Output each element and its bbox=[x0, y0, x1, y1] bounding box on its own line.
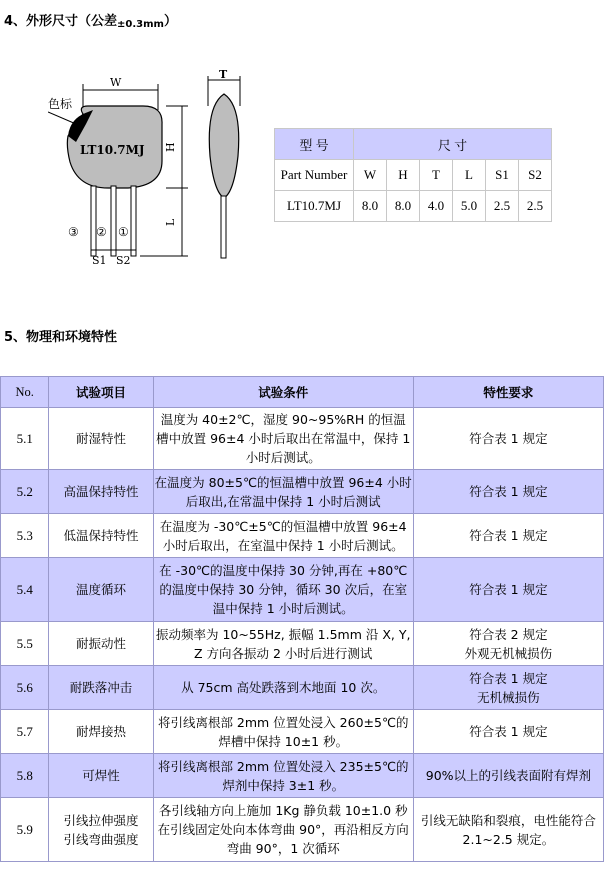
model-header: 型 号 bbox=[275, 129, 354, 160]
row-condition: 温度为 40±2℃，湿度 90~95%RH 的恒温槽中放置 96±4 小时后取出在常温中，保持 1 小时后测试。 bbox=[153, 408, 413, 470]
row-no: 5.2 bbox=[1, 470, 49, 514]
dim-h-label: H bbox=[164, 142, 177, 152]
lead-3 bbox=[91, 186, 96, 256]
row-condition: 在 -30℃的温度中保持 30 分钟,再在 +80℃的温度中保持 30 分钟，循环 30 次后，在室温中保持 1 小时后测试。 bbox=[153, 558, 413, 622]
row-requirement: 符合表 1 规定 bbox=[413, 710, 603, 754]
lead-1 bbox=[131, 186, 136, 256]
row-requirement bbox=[413, 666, 603, 710]
row-requirement: 符合表 1 规定 bbox=[413, 408, 603, 470]
requirement-line-2: 无机械损伤 bbox=[477, 689, 540, 705]
row-no: 5.1 bbox=[1, 408, 49, 470]
cell-t: 4.0 bbox=[420, 191, 453, 222]
pin-3-label: ③ bbox=[68, 225, 79, 239]
row-no: 5.5 bbox=[1, 622, 49, 666]
row-condition: 将引线离根部 2mm 位置处浸入 260±5℃的焊槽中保持 10±1 秒。 bbox=[153, 710, 413, 754]
header-no: No. bbox=[1, 377, 49, 408]
requirement-line-1: 符合表 1 规定 bbox=[469, 670, 548, 686]
component-outline-drawing bbox=[48, 66, 258, 276]
item-line-2: 引线弯曲强度 bbox=[63, 831, 139, 847]
row-requirement: 引线无缺陷和裂痕，电性能符合 2.1~2.5 规定。 bbox=[413, 798, 603, 862]
row-condition: 振动频率为 10~55Hz, 振幅 1.5mm 沿 X, Y, Z 方向各振动 2 小时后进行测试 bbox=[153, 622, 413, 666]
color-mark-leader bbox=[48, 112, 76, 124]
row-item: 低温保持特性 bbox=[49, 514, 153, 558]
row-condition: 将引线离根部 2mm 位置处浸入 235±5℃的焊剂中保持 3±1 秒。 bbox=[153, 754, 413, 798]
cell-h: 8.0 bbox=[387, 191, 420, 222]
row-requirement bbox=[413, 622, 603, 666]
side-view-body bbox=[209, 94, 238, 198]
lead-2 bbox=[111, 186, 116, 256]
dim-s2-label: S2 bbox=[116, 254, 131, 267]
cell-s1: 2.5 bbox=[486, 191, 519, 222]
row-no: 5.8 bbox=[1, 754, 49, 798]
row-item: 耐湿特性 bbox=[49, 408, 153, 470]
col-part-number: Part Number bbox=[275, 160, 354, 191]
row-requirement: 90%以上的引线表面附有焊剂 bbox=[413, 754, 603, 798]
row-no: 5.3 bbox=[1, 514, 49, 558]
row-requirement: 符合表 1 规定 bbox=[413, 514, 603, 558]
row-item: 耐振动性 bbox=[49, 622, 153, 666]
row-condition: 在温度为 80±5℃的恒温槽中放置 96±4 小时后取出,在常温中保持 1 小时后测试 bbox=[153, 470, 413, 514]
side-view-lead bbox=[221, 196, 226, 258]
size-header: 尺 寸 bbox=[354, 129, 552, 160]
dim-s1-label: S1 bbox=[92, 254, 107, 267]
row-item: 高温保持特性 bbox=[49, 470, 153, 514]
row-requirement: 符合表 1 规定 bbox=[413, 470, 603, 514]
row-requirement: 符合表 1 规定 bbox=[413, 558, 603, 622]
row-item: 温度循环 bbox=[49, 558, 153, 622]
requirement-line-1: 符合表 2 规定 bbox=[469, 626, 548, 642]
dim-t-label: T bbox=[219, 68, 228, 81]
cell-part-number: LT10.7MJ bbox=[275, 191, 354, 222]
row-condition: 各引线轴方向上施加 1Kg 静负载 10±1.0 秒在引线固定处向本体弯曲 90°，再沿相反方向弯曲 90°，1 次循环 bbox=[153, 798, 413, 862]
part-marking: LT10.7MJ bbox=[80, 143, 145, 157]
pin-2-label: ② bbox=[96, 225, 107, 239]
row-condition: 从 75cm 高处跌落到木地面 10 次。 bbox=[153, 666, 413, 710]
row-item bbox=[49, 798, 153, 862]
header-item: 试验项目 bbox=[49, 377, 153, 408]
row-item: 耐跌落冲击 bbox=[49, 666, 153, 710]
cell-l: 5.0 bbox=[453, 191, 486, 222]
pin-1-label: ① bbox=[118, 225, 129, 239]
cell-s2: 2.5 bbox=[519, 191, 552, 222]
row-no: 5.4 bbox=[1, 558, 49, 622]
row-condition: 在温度为 -30℃±5℃的恒温槽中放置 96±4 小时后取出，在室温中保持 1 小时后测试。 bbox=[153, 514, 413, 558]
dimension-table bbox=[274, 128, 552, 222]
item-line-1: 引线拉伸强度 bbox=[63, 812, 139, 828]
col-h: H bbox=[387, 160, 420, 191]
row-no: 5.6 bbox=[1, 666, 49, 710]
header-requirement: 特性要求 bbox=[413, 377, 603, 408]
cell-w: 8.0 bbox=[354, 191, 387, 222]
requirement-line-2: 外观无机械损伤 bbox=[464, 645, 553, 661]
color-mark-label: 色标 bbox=[48, 97, 73, 111]
header-condition: 试验条件 bbox=[153, 377, 413, 408]
dim-w-label: W bbox=[110, 76, 122, 89]
col-t: T bbox=[420, 160, 453, 191]
environmental-test-table bbox=[0, 376, 604, 862]
section-4-title: 4、外形尺寸（公差±0.3mm） bbox=[4, 14, 177, 30]
row-no: 5.9 bbox=[1, 798, 49, 862]
col-l: L bbox=[453, 160, 486, 191]
col-s1: S1 bbox=[486, 160, 519, 191]
dim-l-label: L bbox=[164, 218, 177, 226]
col-w: W bbox=[354, 160, 387, 191]
row-item: 可焊性 bbox=[49, 754, 153, 798]
col-s2: S2 bbox=[519, 160, 552, 191]
row-no: 5.7 bbox=[1, 710, 49, 754]
row-item: 耐焊接热 bbox=[49, 710, 153, 754]
section-5-title: 5、物理和环境特性 bbox=[4, 330, 118, 345]
